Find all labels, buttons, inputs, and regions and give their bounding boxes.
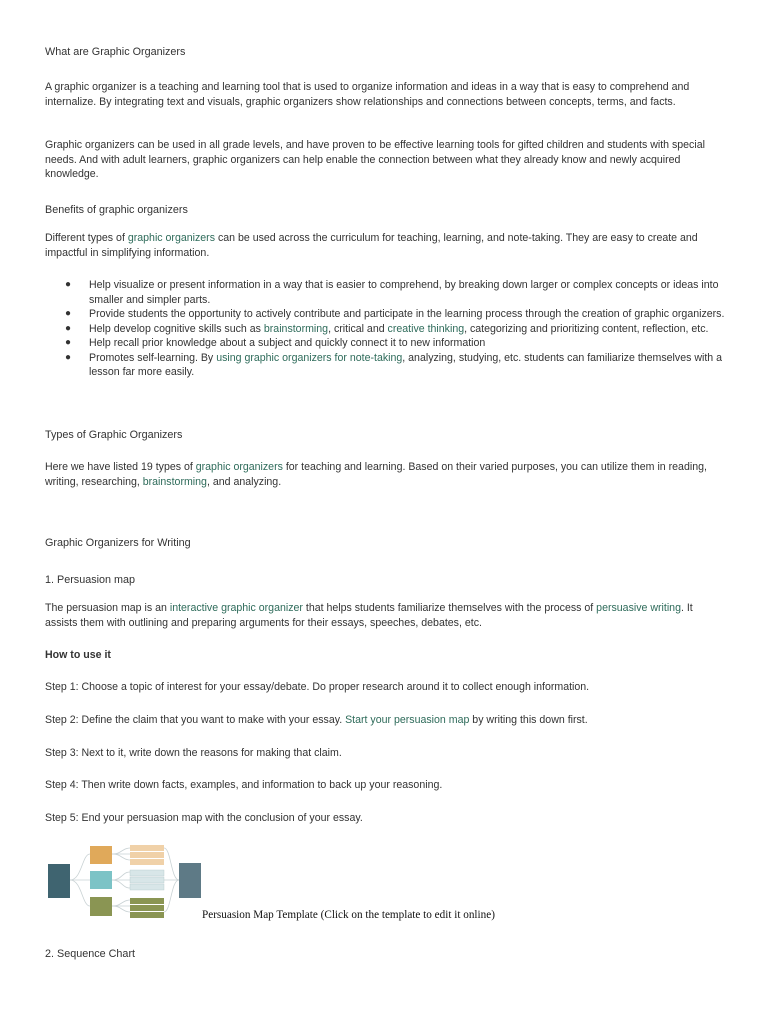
step-1: Step 1: Choose a topic of interest for your essay/debate. Do proper research around it to collect enough information. [45,681,590,693]
list-item-text: Provide students the opportunity to actively contribute and participate in the learning process through the creation of graphic organizers. [89,308,725,320]
text-span: , categorizing and prioritizing content, reflection, etc. [464,322,709,335]
diagram-fact-box [130,898,164,904]
text-span: , and analyzing. [206,475,282,488]
link-creative-thinking[interactable]: creative thinking [387,322,465,335]
text-span: Promotes self-learning. By [89,351,217,364]
heading-types: Types of Graphic Organizers [45,429,183,441]
text-span: , critical and [328,322,388,335]
persuasion-map-template-thumbnail[interactable] [47,842,207,922]
diagram-fact-box [130,905,164,911]
heading-persuasion-map: 1. Persuasion map [45,574,136,586]
text-span: that helps students familiarize themselves with the process of [302,602,597,614]
diagram-claim-box [48,864,70,898]
link-graphic-organizers[interactable]: graphic organizers [195,461,283,473]
list-item [45,307,725,322]
text-span: The persuasion map is an [45,602,170,614]
step-2 [45,713,725,728]
link-note-taking[interactable]: using graphic organizers for note-taking [216,351,403,364]
link-interactive-graphic-organizer[interactable]: interactive graphic organizer [169,602,303,614]
link-persuasive-writing[interactable]: persuasive writing [596,602,681,614]
text-span: for teaching and learning. Based on their varied purposes, you can utilize them in reading, writing, researching, [45,461,707,488]
text-span: , analyzing, studying, etc. students can familiarize themselves with a lesson far more easily. [89,351,723,378]
diagram-reason-box [90,897,112,916]
heading-how-to-use: How to use it [45,649,111,661]
list-item [45,351,725,380]
list-item [45,336,725,351]
text-span: Different types of [45,232,128,244]
link-brainstorming[interactable]: brainstorming [142,475,207,488]
text-span: Step 2: Define the claim that you want to make with your essay. [45,714,346,726]
diagram-fact-box [130,859,164,865]
step-5: Step 5: End your persuasion map with the conclusion of your essay. [45,812,363,824]
text-span: by writing this down first. [469,714,588,726]
diagram-reason-box [90,871,112,889]
text-span: Here we have listed 19 types of [45,461,196,473]
list-item-text: Help recall prior knowledge about a subject and quickly connect it to new information [89,337,486,349]
diagram-fact-box [130,870,164,876]
step-3: Step 3: Next to it, write down the reasons for making that claim. [45,747,342,759]
diagram-conclusion-box [179,863,201,898]
types-paragraph [45,460,725,489]
diagram-fact-box [130,845,164,851]
diagram-fact-box [130,877,164,883]
text-span: . It assists them with outlining and preparing arguments for their essays, speeches, debates, etc. [45,602,693,629]
bullet-icon: ● [65,351,72,363]
link-graphic-organizers[interactable]: graphic organizers [127,232,215,244]
heading-sequence-chart: 2. Sequence Chart [45,948,136,960]
intro-paragraph-2: Graphic organizers can be used in all grade levels, and have proven to be effective learning tools for gifted children and students with special needs. And with adult learners, graphic organizers can help enable the connection between what they already know and newly acquired knowledge. [45,139,705,180]
benefits-list [45,278,725,380]
step-4: Step 4: Then write down facts, examples, and information to back up your reasoning. [45,779,443,791]
list-item [45,278,725,307]
diagram-fact-box [130,852,164,858]
diagram-fact-box [130,912,164,918]
intro-paragraph-1: A graphic organizer is a teaching and learning tool that is used to organize information and ideas in a way that is easy to comprehend and internalize. By integrating text and visuals, graphic organizers show relationships and connections between concepts, terms, and facts. [45,81,690,108]
text-span: can be used across the curriculum for teaching, learning, and note-taking. They are easy to create and impactful in simplifying information. [45,232,698,259]
diagram-fact-box [130,884,164,890]
benefits-paragraph [45,231,725,260]
link-brainstorming[interactable]: brainstorming [263,322,329,335]
diagram-reason-box [90,846,112,864]
list-item [45,322,725,337]
heading-writing: Graphic Organizers for Writing [45,537,191,549]
bullet-icon: ● [65,279,72,290]
heading-benefits: Benefits of graphic organizers [45,204,188,216]
persuasion-paragraph [45,601,725,630]
list-item-text: Help visualize or present information in a way that is easier to comprehend, by breaking down larger or complex concepts or ideas into smaller and simpler parts. [89,279,719,306]
heading-what-are-graphic-organizers: What are Graphic Organizers [45,46,186,58]
persuasion-map-caption[interactable]: Persuasion Map Template (Click on the template to edit it online) [202,909,495,921]
text-span: Help develop cognitive skills such as [89,322,264,335]
link-start-persuasion-map[interactable]: Start your persuasion map [345,714,470,726]
bullet-icon: ● [65,308,72,319]
bullet-icon: ● [65,322,72,334]
bullet-icon: ● [65,337,72,348]
